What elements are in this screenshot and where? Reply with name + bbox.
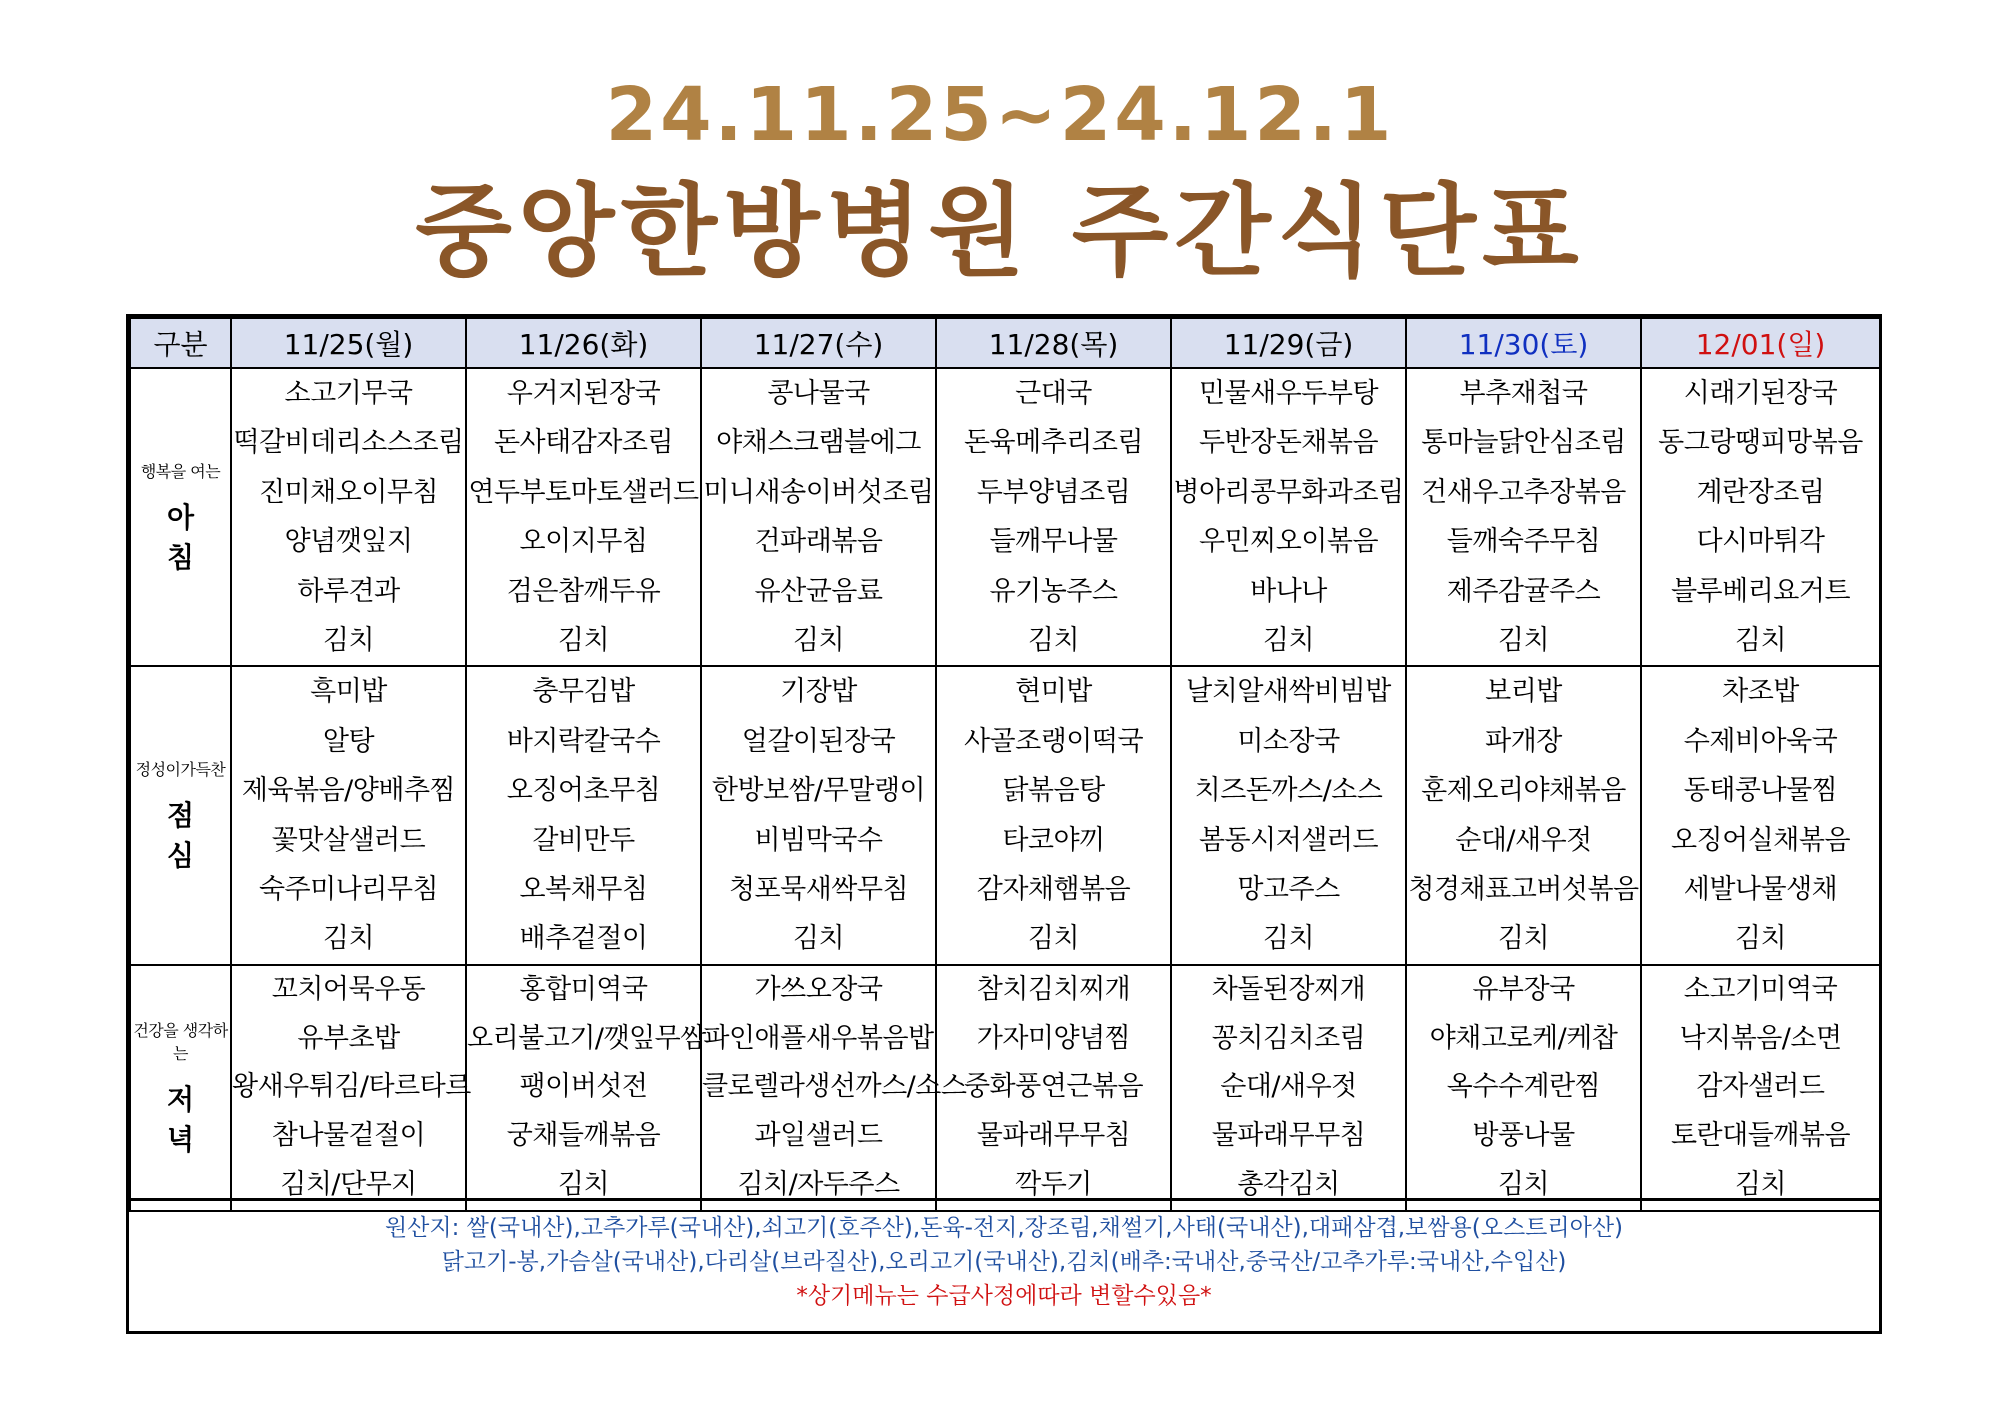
dish-list [1407, 369, 1640, 665]
dish-item: 소고기미역국 [1683, 973, 1838, 1005]
dish-item: 건새우고추장볶음 [1421, 476, 1626, 508]
dish-item: 김치 [1497, 1169, 1550, 1201]
dish-item: 병아리콩무화과조림 [1173, 476, 1404, 508]
notice-text: *상기메뉴는 수급사정에따라 변할수있음* [796, 1283, 1212, 1309]
dish-list [232, 966, 471, 1210]
day-header: 11/29(금) [1171, 318, 1406, 368]
dish-item: 부추재첩국 [1459, 378, 1588, 409]
dish-item: 오징어실채볶음 [1670, 824, 1851, 856]
menu-cell [701, 368, 936, 666]
dish-list [937, 966, 1170, 1210]
dish-item: 우거지된장국 [506, 378, 661, 409]
weekly-menu [126, 314, 1882, 1334]
dish-list [467, 667, 700, 963]
menu-cell [466, 666, 701, 964]
dish-item: 차조밥 [1722, 676, 1799, 708]
dish-item: 돈사태감자조림 [493, 427, 674, 459]
dish-item: 김치 [557, 625, 610, 657]
dish-item: 총각김치 [1237, 1169, 1340, 1201]
dish-item: 흑미밥 [310, 676, 387, 708]
meal-label [130, 666, 231, 964]
meal-subtitle: 행복을 여는 [140, 461, 221, 481]
dish-list [937, 667, 1170, 963]
dish-item: 김치 [1734, 1169, 1787, 1201]
dish-list [232, 369, 465, 665]
dish-item: 과일샐러드 [754, 1120, 883, 1152]
dish-list [1642, 667, 1879, 963]
dish-item: 봄동시저샐러드 [1198, 824, 1379, 856]
meal-name: 저 녁 [166, 1082, 213, 1156]
dish-item: 충무김밥 [532, 676, 635, 708]
dish-item: 청포묵새싹무침 [728, 874, 909, 906]
dish-item: 유부초밥 [297, 1022, 400, 1054]
dish-item: 옥수수계란찜 [1446, 1071, 1601, 1103]
dish-item: 동그랑땡피망볶음 [1658, 427, 1863, 459]
dish-item: 야채고로케/케찹 [1429, 1022, 1618, 1054]
day-header: 11/28(목) [936, 318, 1171, 368]
dish-item: 세발나물생채 [1683, 874, 1838, 906]
menu-cell [1171, 368, 1406, 666]
day-header-row [130, 318, 1880, 368]
dish-item: 꽁치김치조림 [1211, 1022, 1366, 1054]
menu-cell [231, 368, 466, 666]
dish-item: 물파래무무침 [1211, 1120, 1366, 1152]
dish-item: 낙지볶음/소면 [1679, 1022, 1842, 1054]
dish-item: 알탕 [322, 725, 375, 757]
dish-item: 오복채무침 [519, 874, 648, 906]
dish-item: 오이지무침 [519, 526, 648, 558]
dish-item: 김치 [322, 625, 375, 657]
dish-item: 연두부토마토샐러드 [468, 476, 699, 508]
dish-item: 통마늘닭안심조림 [1421, 427, 1626, 459]
dish-item: 날치알새싹비빔밥 [1186, 676, 1391, 708]
dish-item: 두반장돈채볶음 [1198, 427, 1379, 459]
dish-item: 김치 [1027, 923, 1080, 955]
dish-item: 떡갈비데리소스조림 [233, 427, 464, 459]
menu-cell [231, 666, 466, 964]
dish-item: 청경채표고버섯볶음 [1408, 874, 1639, 906]
dish-item: 사골조랭이떡국 [963, 725, 1144, 757]
meal-name: 아 침 [166, 500, 213, 574]
dish-item: 다시마튀각 [1696, 526, 1825, 558]
dish-list [1172, 369, 1405, 665]
menu-cell [701, 666, 936, 964]
dish-item: 망고주스 [1237, 874, 1340, 906]
dish-item: 김치 [557, 1169, 610, 1201]
meal-name: 점 심 [166, 799, 213, 873]
dish-item: 파인애플새우볶음밥 [703, 1022, 934, 1054]
dish-item: 유부장국 [1472, 973, 1575, 1005]
dish-item: 김치 [1027, 625, 1080, 657]
dish-item: 제육볶음/양배추찜 [241, 775, 456, 807]
menu-cell [466, 965, 706, 1211]
dish-item: 토란대들깨볶음 [1670, 1120, 1851, 1152]
dish-item: 방풍나물 [1472, 1120, 1575, 1152]
dish-item: 가자미양념찜 [976, 1022, 1131, 1054]
menu-cell [231, 965, 471, 1211]
day-header: 11/25(월) [231, 318, 466, 368]
dish-item: 타코야끼 [1002, 824, 1105, 856]
dish-item: 가쓰오장국 [754, 973, 883, 1005]
dish-list [1407, 667, 1640, 963]
dish-item: 김치 [1734, 625, 1787, 657]
dish-list [467, 966, 706, 1210]
dish-item: 돈육메추리조림 [963, 427, 1144, 459]
dish-item: 바지락칼국수 [506, 725, 661, 757]
dish-list [467, 369, 700, 665]
meal-subtitle: 정성이가득찬 [135, 760, 226, 780]
dish-item: 한방보쌈/무말랭이 [711, 775, 926, 807]
dish-item: 깍두기 [1015, 1169, 1092, 1201]
dish-item: 왕새우튀김/타르타르 [232, 1071, 471, 1103]
dish-item: 김치 [1262, 625, 1315, 657]
day-header: 11/27(수) [701, 318, 936, 368]
menu-cell [1171, 965, 1406, 1211]
dish-item: 얼갈이된장국 [741, 725, 896, 757]
dish-item: 콩나물국 [767, 378, 870, 409]
dish-list [937, 369, 1170, 665]
menu-cell [701, 965, 967, 1211]
meal-row [130, 666, 1880, 964]
dish-item: 중화풍연근볶음 [963, 1071, 1144, 1103]
dish-item: 미소장국 [1237, 725, 1340, 757]
dish-item: 기장밥 [780, 676, 857, 708]
menu-cell [1641, 368, 1880, 666]
dish-item: 들깨숙주무침 [1446, 526, 1601, 558]
dish-item: 미니새송이버섯조림 [703, 476, 934, 508]
meal-subtitle: 건강을 생각하는 [133, 1020, 228, 1063]
dish-item: 시래기된장국 [1683, 378, 1838, 409]
dish-item: 김치 [322, 923, 375, 955]
dish-list [702, 369, 935, 665]
menu-cell [466, 368, 701, 666]
menu-table [129, 317, 1881, 1212]
origin-line: 닭고기-봉,가슴살(국내산),다리살(브라질산),오리고기(국내산),김치(배추:국내산,중국산/고추가루:국내산,수입산) [441, 1249, 1567, 1275]
dish-item: 클로렐라생선까스/소스 [702, 1071, 967, 1103]
dish-item: 계란장조림 [1696, 476, 1825, 508]
dish-item: 갈비만두 [532, 824, 635, 856]
dish-item: 배추겉절이 [519, 923, 648, 955]
page-title: 중앙한방병원 주간식단표 [415, 173, 1585, 290]
dish-list [1642, 966, 1879, 1210]
menu-cell [1406, 666, 1641, 964]
dish-item: 두부양념조림 [976, 476, 1131, 508]
dish-item: 김치 [1497, 923, 1550, 955]
menu-cell [1406, 965, 1641, 1211]
dish-item: 야채스크램블에그 [716, 427, 921, 459]
dish-item: 순대/새우젓 [1455, 824, 1592, 856]
menu-cell [1171, 666, 1406, 964]
dish-item: 참치김치찌개 [976, 973, 1131, 1005]
dish-item: 치즈돈까스/소스 [1194, 775, 1383, 807]
dish-item: 꽃맛살샐러드 [271, 824, 426, 856]
dish-list [702, 667, 935, 963]
meal-row [130, 965, 1880, 1211]
dish-item: 김치 [792, 625, 845, 657]
dish-item: 훈제오리야채볶음 [1421, 775, 1626, 807]
dish-item: 수제비아욱국 [1683, 725, 1838, 757]
dish-item: 비빔막국수 [754, 824, 883, 856]
day-header: 11/26(화) [466, 318, 701, 368]
dish-list [1172, 667, 1405, 963]
dish-item: 양념깻잎지 [284, 526, 413, 558]
meal-label [130, 368, 231, 666]
dish-item: 건파래볶음 [754, 526, 883, 558]
dish-item: 제주감귤주스 [1446, 575, 1601, 607]
dish-item: 김치/자두주스 [737, 1169, 900, 1201]
dish-item: 김치 [1497, 625, 1550, 657]
dish-item: 오징어초무침 [506, 775, 661, 807]
menu-cell [936, 368, 1171, 666]
menu-cell [936, 666, 1171, 964]
dish-item: 우민찌오이볶음 [1198, 526, 1379, 558]
dish-list [1407, 966, 1640, 1210]
dish-item: 블루베리요거트 [1670, 575, 1851, 607]
menu-cell [1406, 368, 1641, 666]
dish-item: 팽이버섯전 [519, 1071, 648, 1103]
dish-item: 유산균음료 [754, 575, 883, 607]
dish-list [702, 966, 967, 1210]
dish-item: 감자채햄볶음 [976, 874, 1131, 906]
dish-item: 김치/단무지 [280, 1169, 417, 1201]
day-header-sunday: 12/01(일) [1641, 318, 1880, 368]
dish-item: 김치 [792, 923, 845, 955]
dish-item: 들깨무나물 [989, 526, 1118, 558]
dish-list [232, 667, 465, 963]
dish-item: 근대국 [1015, 378, 1092, 409]
dish-item: 궁채들깨볶음 [506, 1120, 661, 1152]
menu-cell [936, 965, 1171, 1211]
dish-item: 김치 [1262, 923, 1315, 955]
dish-item: 차돌된장찌개 [1211, 973, 1366, 1005]
dish-item: 동태콩나물찜 [1683, 775, 1838, 807]
dish-item: 감자샐러드 [1696, 1071, 1825, 1103]
dish-item: 숙주미나리무침 [258, 874, 439, 906]
dish-item: 소고기무국 [284, 378, 413, 409]
meal-row [130, 368, 1880, 666]
dish-item: 현미밥 [1015, 676, 1092, 708]
dish-item: 물파래무무침 [976, 1120, 1131, 1152]
dish-item: 진미채오이무침 [258, 476, 439, 508]
dish-list [1172, 966, 1405, 1210]
dish-item: 바나나 [1250, 575, 1327, 607]
day-header-saturday: 11/30(토) [1406, 318, 1641, 368]
dish-item: 보리밥 [1485, 676, 1562, 708]
origin-footer [126, 1198, 1882, 1334]
menu-cell [1641, 666, 1880, 964]
dish-item: 닭볶음탕 [1002, 775, 1105, 807]
origin-line: 원산지: 쌀(국내산),고추가루(국내산),쇠고기(호주산),돈육-전지,장조림,채썰기,사태(국내산),대패삼겹,보쌈용(오스트리아산) [384, 1215, 1624, 1241]
dish-item: 파개장 [1485, 725, 1562, 757]
dish-item: 김치 [1734, 923, 1787, 955]
dish-item: 꼬치어묵우동 [271, 973, 426, 1005]
dish-item: 순대/새우젓 [1220, 1071, 1357, 1103]
date-range: 24.11.25~24.12.1 [605, 72, 1395, 158]
dish-item: 검은참깨두유 [506, 575, 661, 607]
dish-item: 유기농주스 [989, 575, 1118, 607]
menu-cell [1641, 965, 1880, 1211]
meal-label [130, 965, 231, 1211]
dish-item: 오리불고기/깻잎무쌈 [467, 1022, 706, 1054]
dish-item: 민물새우두부탕 [1198, 378, 1379, 409]
dish-item: 하루견과 [297, 575, 400, 607]
corner-label: 구분 [130, 318, 231, 368]
dish-list [1642, 369, 1879, 665]
dish-item: 참나물겉절이 [271, 1120, 426, 1152]
dish-item: 홍합미역국 [519, 973, 648, 1005]
